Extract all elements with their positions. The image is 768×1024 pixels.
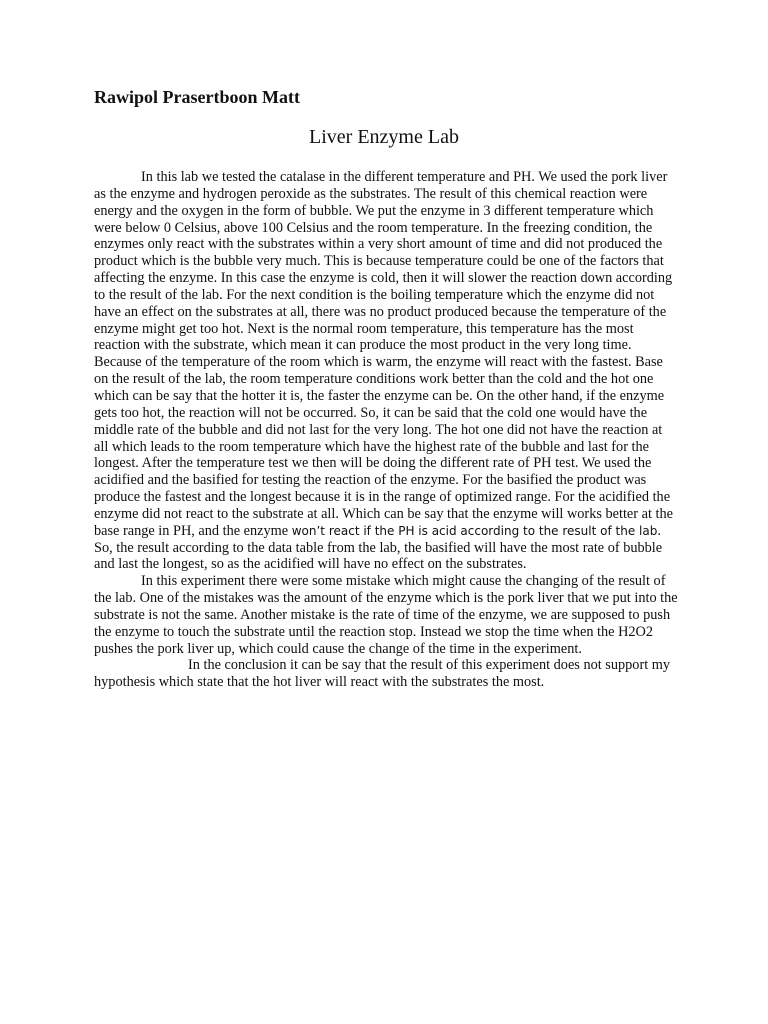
document-body (94, 169, 678, 691)
paragraph-results-text-sans: won’t react if the PH is acid according to the result of the lab (291, 523, 658, 538)
paragraph-results (94, 169, 678, 573)
paragraph-results-text-b: . So, the result according to the data table from the lab, the basified will have the most rate of bubble and last the longest, so as the acidified will have no effect on the substrates. (94, 522, 663, 573)
paragraph-results-text-a: In this lab we tested the catalase in the different temperature and PH. We used the pork liver as the enzyme and hydrogen peroxide as the substrates. The result of this chemical reaction were energy and the oxygen in the form of bubble. We put the enzyme in 3 different temperature which were below 0 Celsius, above 100 Celsius and the room temperature. In the freezing condition, the enzymes only react with the substrates within a very short amount of time and did not produced the product which is the bubble very much. This is because temperature could be one of the factors that affecting the enzyme. In this case the enzyme is cold, then it will slower the reaction down according to the result of the lab. For the next condition is the boiling temperature which the enzyme did not have an effect on the substrates at all, there was no product produced because the temperature of the enzyme might get too hot. Next is the normal room temperature, this temperature has the most reaction with the substrate, which mean it can produce the most product in the very long time. Because of the temperature of the room which is warm, the enzyme will react with the fastest. Base on the result of the lab, the room temperature conditions work better than the cold and the hot one which can be say that the hotter it is, the faster the enzyme can be. On the other hand, if the enzyme gets too hot, the reaction will not be occurred. So, it can be said that the cold one would have the middle rate of the bubble and did not last for the very long. The hot one did not have the reaction at all which leads to the room temperature which have the highest rate of the bubble and last for the longest. After the temperature test we then will be doing the different rate of PH test. We used the acidified and the basified for testing the reaction of the enzyme. For the basified the product was produce the fastest and the longest because it is in the range of optimized range. For the acidified the enzyme did not react to the substrate at all. Which can be say that the enzyme will works better at the base range in PH, and the enzyme (94, 169, 673, 539)
paragraph-mistakes: In this experiment there were some mistake which might cause the changing of the result of the lab. One of the mistakes was the amount of the enzyme which is the pork liver that we put into the substrate is not the same. Another mistake is the rate of time of the enzyme, we are supposed to push the enzyme to touch the substrate until the reaction stop. Instead we stop the time when the H2O2 pushes the pork liver up, which could cause the change of the time in the experiment. (94, 573, 678, 657)
paragraph-conclusion: In the conclusion it can be say that the result of this experiment does not support my hypothesis which state that the hot liver will react with the substrates the most. (94, 657, 671, 691)
author-name: Rawipol Prasertboon Matt (94, 87, 300, 107)
document-title: Liver Enzyme Lab (309, 126, 459, 148)
